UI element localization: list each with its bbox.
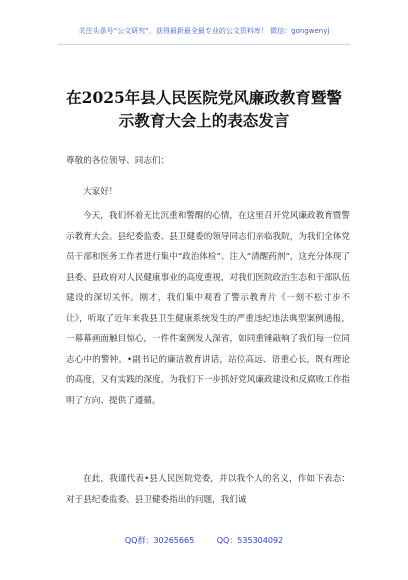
document-title: [40, 86, 368, 132]
title-line-2: 示教育大会上的表态发言: [118, 111, 290, 130]
paragraph-1-text: 今天，我们怀着无比沉重和警醒的心情，在这里召开党风廉政教育暨警示教育大会。县纪委监委、县卫健委的领导同志们亲临我院，为我们全体党员干部和医务工作者进行集中“政治体检”、注入“清醒药剂”，这充分体现了县委、县政府对人民健康事业的高度重视，对我们医院政治生态和干部队伍建设的深切关怀。刚才，我们集中观看了警示教育片《一刻不松寸步不让》，听取了近年来我县卫生健康系统发生的严重违纪违法典型案例通报，一幕幕画面触目惊心，一件件案例发人深省，如同重锤敲响了我们每一位同志心中的警钟。•副书记的廉洁教育讲话，站位高远、语重心长，既有理论的高度，又有实践的深度，为我们下一步抓好党风廉政建设和反腐败工作指明了方向、提供了遵循。: [66, 211, 350, 406]
greeting: [66, 182, 350, 203]
header-banner: 关注头条号“公文研究”，获得最新最全最专业的公文资料库！ 微信：gongwenyj: [78, 27, 330, 35]
footer-qq: QQ：535304092: [216, 536, 284, 545]
greeting-text: 大家好！: [83, 187, 118, 197]
paragraph-2-text: 在此，我谨代表•县人民医院党委，并以我个人的名义，作如下表态：对于县纪委监委、县卫健委指出的问题，我们诚: [66, 474, 350, 505]
paragraph-1: [66, 206, 350, 411]
footer: [0, 535, 408, 546]
header-divider: [58, 44, 350, 45]
title-line-1: 在2025年县人民医院党风廉政教育暨警: [66, 88, 342, 107]
paragraph-2: [66, 469, 350, 510]
salutation: [66, 151, 350, 172]
salutation-text: 尊敬的各位领导、同志们：: [66, 156, 170, 166]
footer-qq-group: QQ群：30265665: [124, 536, 195, 545]
